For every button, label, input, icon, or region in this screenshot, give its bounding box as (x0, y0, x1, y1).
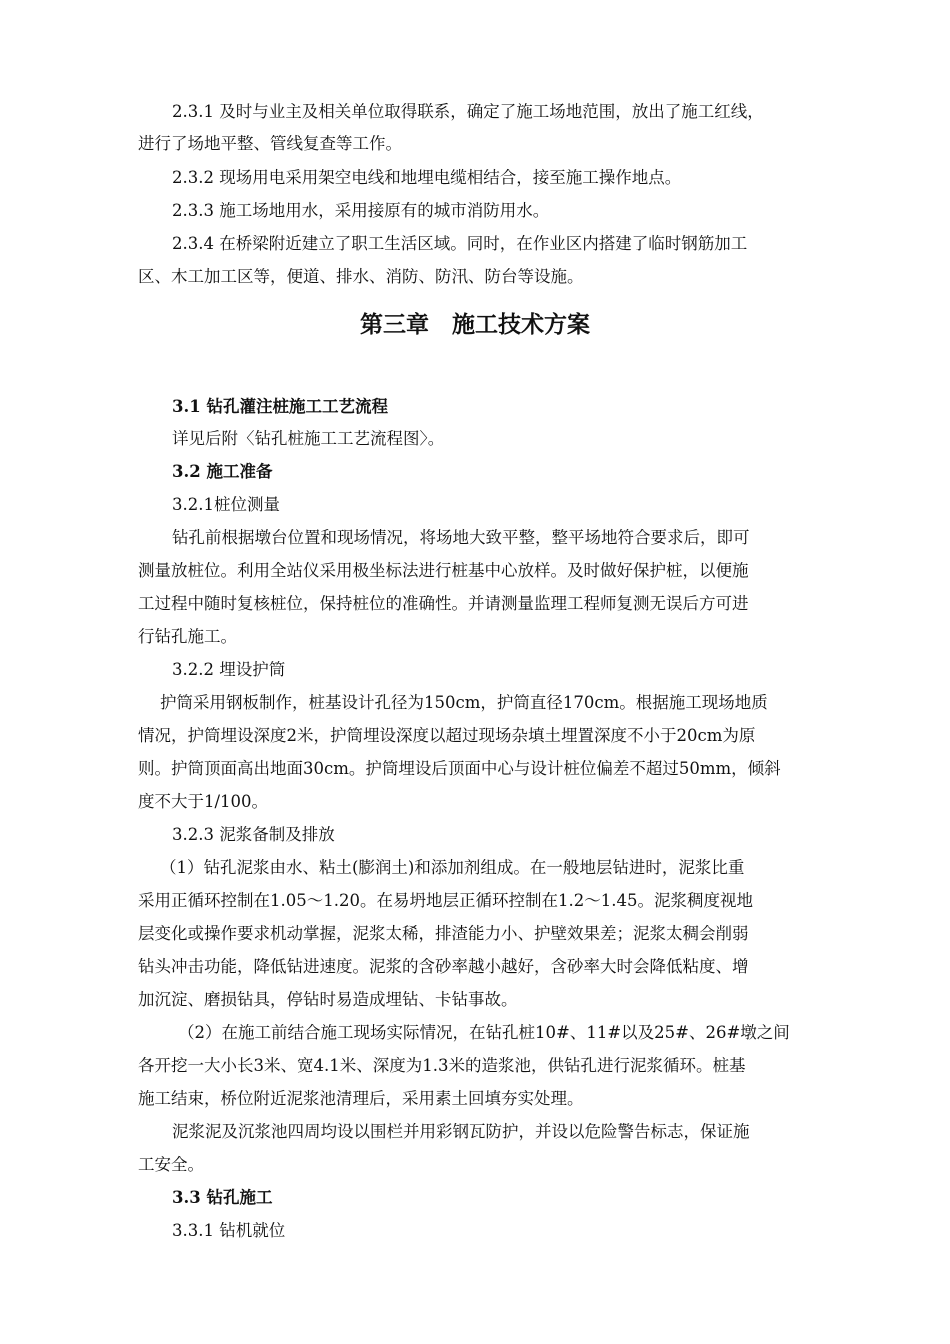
para-line: 工安全。 (138, 1155, 204, 1174)
para-line: 测量放桩位。利用全站仪采用极坐标法进行桩基中心放样。及时做好保护桩，以便施 (138, 561, 749, 580)
para-line: 则。护筒顶面高出地面30cm。护筒埋设后顶面中心与设计桩位偏差不超过50mm，倾斜 (138, 759, 781, 778)
para-line: 层变化或操作要求机动掌握，泥浆太稀，排渣能力小、护壁效果差；泥浆太稠会削弱 (138, 924, 749, 943)
subsection-heading: 3.2.3 泥浆备制及排放 (172, 825, 335, 844)
section-heading: 3.1 钻孔灌注桩施工工艺流程 (172, 397, 388, 416)
para-line: 2.3.1 及时与业主及相关单位取得联系，确定了施工场地范围，放出了施工红线， (172, 102, 764, 121)
para-line: 施工结束，桥位附近泥浆池清理后，采用素土回填夯实处理。 (138, 1089, 584, 1108)
para-line: （1）钻孔泥浆由水、粘土(膨润土)和添加剂组成。在一般地层钻进时，泥浆比重 (160, 858, 745, 877)
para-line: 护筒采用钢板制作，桩基设计孔径为150cm，护筒直径170cm。根据施工现场地质 (160, 693, 768, 712)
subsection-heading: 3.3.1 钻机就位 (172, 1221, 286, 1240)
section-heading: 3.2 施工准备 (172, 462, 273, 481)
para-line: 2.3.2 现场用电采用架空电线和地埋电缆相结合，接至施工操作地点。 (172, 168, 682, 187)
subsection-heading: 3.2.2 埋设护筒 (172, 660, 286, 679)
para-line: 情况，护筒埋设深度2米，护筒埋设深度以超过现场杂填土埋置深度不小于20cm为原 (138, 726, 756, 745)
para-line: （2）在施工前结合施工现场实际情况，在钻孔桩10#、11#以及25#、26#墩之间 (178, 1023, 790, 1042)
para-line: 行钻孔施工。 (138, 627, 237, 646)
para-line: 各开挖一大小长3米、宽4.1米、深度为1.3米的造浆池，供钻孔进行泥浆循环。桩基 (138, 1056, 746, 1075)
para-line: 工过程中随时复核桩位，保持桩位的准确性。并请测量监理工程师复测无误后方可进 (138, 594, 749, 613)
para-line: 钻头冲击功能，降低钻进速度。泥浆的含砂率越小越好，含砂率大时会降低粘度、增 (138, 957, 749, 976)
para-line: 钻孔前根据墩台位置和现场情况，将场地大致平整，整平场地符合要求后，即可 (172, 528, 750, 547)
para-line: 采用正循环控制在1.05～1.20。在易坍地层正循环控制在1.2～1.45。泥浆稠度视地 (138, 891, 753, 910)
para-line: 进行了场地平整、管线复查等工作。 (138, 134, 402, 153)
para-line: 详见后附〈钻孔桩施工工艺流程图〉。 (172, 429, 445, 448)
para-line: 度不大于1/100。 (138, 792, 269, 811)
section-heading: 3.3 钻孔施工 (172, 1188, 273, 1207)
para-line: 加沉淀、磨损钻具，停钻时易造成埋钻、卡钻事故。 (138, 990, 518, 1009)
chapter-title: 第三章 施工技术方案 (360, 312, 590, 338)
para-line: 2.3.4 在桥梁附近建立了职工生活区域。同时，在作业区内搭建了临时钢筋加工 (172, 234, 748, 253)
para-line: 2.3.3 施工场地用水，采用接原有的城市消防用水。 (172, 201, 550, 220)
subsection-heading: 3.2.1桩位测量 (172, 495, 280, 514)
para-line: 泥浆泥及沉浆池四周均设以围栏并用彩钢瓦防护，并设以危险警告标志，保证施 (172, 1122, 750, 1141)
para-line: 区、木工加工区等，便道、排水、消防、防汛、防台等设施。 (138, 267, 584, 286)
